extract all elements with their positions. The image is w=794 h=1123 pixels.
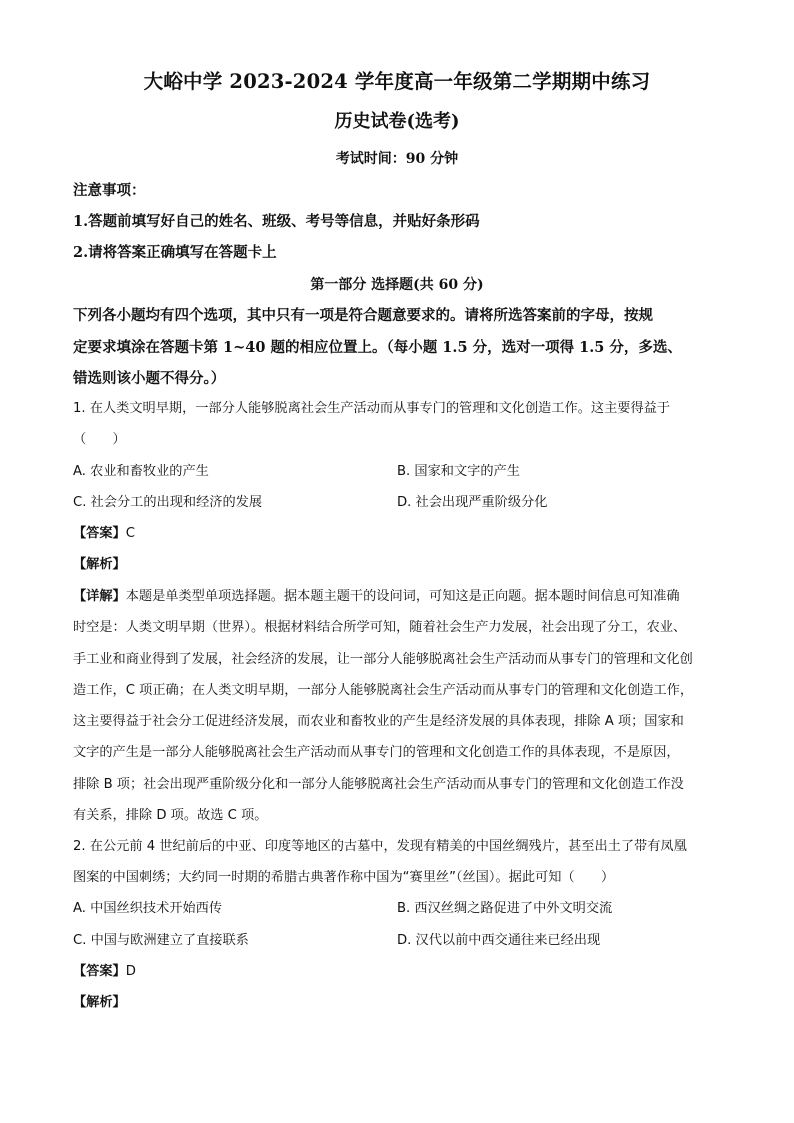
exam-title: 大峪中学 2023-2024 学年度高一年级第二学期期中练习: [143, 70, 651, 93]
section-title: 第一部分 选择题(共 60 分): [310, 277, 484, 293]
question-1-analysis-label: 【解析】: [73, 557, 126, 572]
question-2-option-b: B. 西汉丝绸之路促进了中外文明交流: [397, 901, 613, 916]
question-1-detail-line: 排除 B 项；社会出现严重阶级分化和一部分人能够脱离社会生产活动而从事专门的管理和文化创造工作没: [73, 777, 684, 792]
question-2-stem: 图案的中国刺绣；大约同一时期的希腊古典著作称中国为“赛里丝”（丝国）。据此可知（ ）: [73, 870, 615, 885]
question-2-stem: 2. 在公元前 4 世纪前后的中亚、印度等地区的古墓中，发现有精美的中国丝绸残片，甚至出土了带有凤凰: [73, 839, 687, 854]
question-1-detail-line: 手工业和商业得到了发展，社会经济的发展，让一部分人能够脱离社会生产活动而从事专门的管理和文化创: [73, 652, 693, 667]
question-1-detail-line: 这主要得益于社会分工促进经济发展，而农业和畜牧业的产生是经济发展的具体表现，排除 A 项；国家和: [73, 714, 684, 729]
question-1-detail-line: 时空是：人类文明早期（世界）。根据材料结合所学可知，随着社会生产力发展，社会出现了分工，农业、: [73, 620, 687, 635]
question-1-stem: 1. 在人类文明早期，一部分人能够脱离社会生产活动而从事专门的管理和文化创造工作。这主要得益于: [73, 401, 671, 416]
question-2-option-d: D. 汉代以前中西交通往来已经出现: [397, 933, 601, 948]
notice-item: 1.答题前填写好自己的姓名、班级、考号等信息，并贴好条形码: [73, 213, 480, 230]
question-2-option-c: C. 中国与欧洲建立了直接联系: [73, 933, 249, 948]
answer-value: D: [125, 964, 136, 979]
notice-heading: 注意事项：: [73, 182, 146, 199]
detail-label: 【详解】: [73, 589, 126, 604]
question-1-option-b: B. 国家和文字的产生: [397, 464, 520, 479]
exam-subtitle: 历史试卷(选考): [334, 111, 460, 132]
notice-item: 2.请将答案正确填写在答题卡上: [73, 244, 277, 261]
section-instructions-line: 错选则该小题不得分。）: [73, 370, 226, 387]
question-1-option-a: A. 农业和畜牧业的产生: [73, 464, 209, 479]
question-2-answer: [73, 962, 723, 982]
question-2-option-a: A. 中国丝织技术开始西传: [73, 901, 223, 916]
answer-label: 【答案】: [73, 526, 126, 541]
section-instructions-line: 下列各小题均有四个选项，其中只有一项是符合题意要求的。请将所选答案前的字母，按规: [73, 307, 653, 324]
answer-label: 【答案】: [73, 964, 126, 979]
detail-line: 本题是单类型单项选择题。据本题主题干的设问词，可知这是正向题。据本题时间信息可知准确: [125, 589, 680, 604]
section-instructions-line: 定要求填涂在答题卡第 1~40 题的相应位置上。（每小题 1.5 分，选对一项得 1.5 分，多选、: [73, 339, 682, 356]
question-1-stem: （ ）: [73, 432, 126, 447]
answer-value: C: [125, 526, 135, 541]
question-1-answer: [73, 524, 723, 544]
question-1-detail-line: 有关系，排除 D 项。故选 C 项。: [73, 808, 268, 823]
question-2-analysis-label: 【解析】: [73, 995, 126, 1010]
question-1-detail-line: 文字的产生是一部分人能够脱离社会生产活动而从事专门的管理和文化创造工作的具体表现，不是原因，: [73, 745, 680, 760]
question-1-option-d: D. 社会出现严重阶级分化: [397, 495, 548, 510]
question-1-option-c: C. 社会分工的出现和经济的发展: [73, 495, 263, 510]
exam-time: 考试时间：90 分钟: [335, 151, 459, 167]
question-1-detail: [73, 587, 723, 607]
question-1-detail-line: 造工作，C 项正确；在人类文明早期，一部分人能够脱离社会生产活动而从事专门的管理和文化创造工作，: [73, 683, 694, 698]
